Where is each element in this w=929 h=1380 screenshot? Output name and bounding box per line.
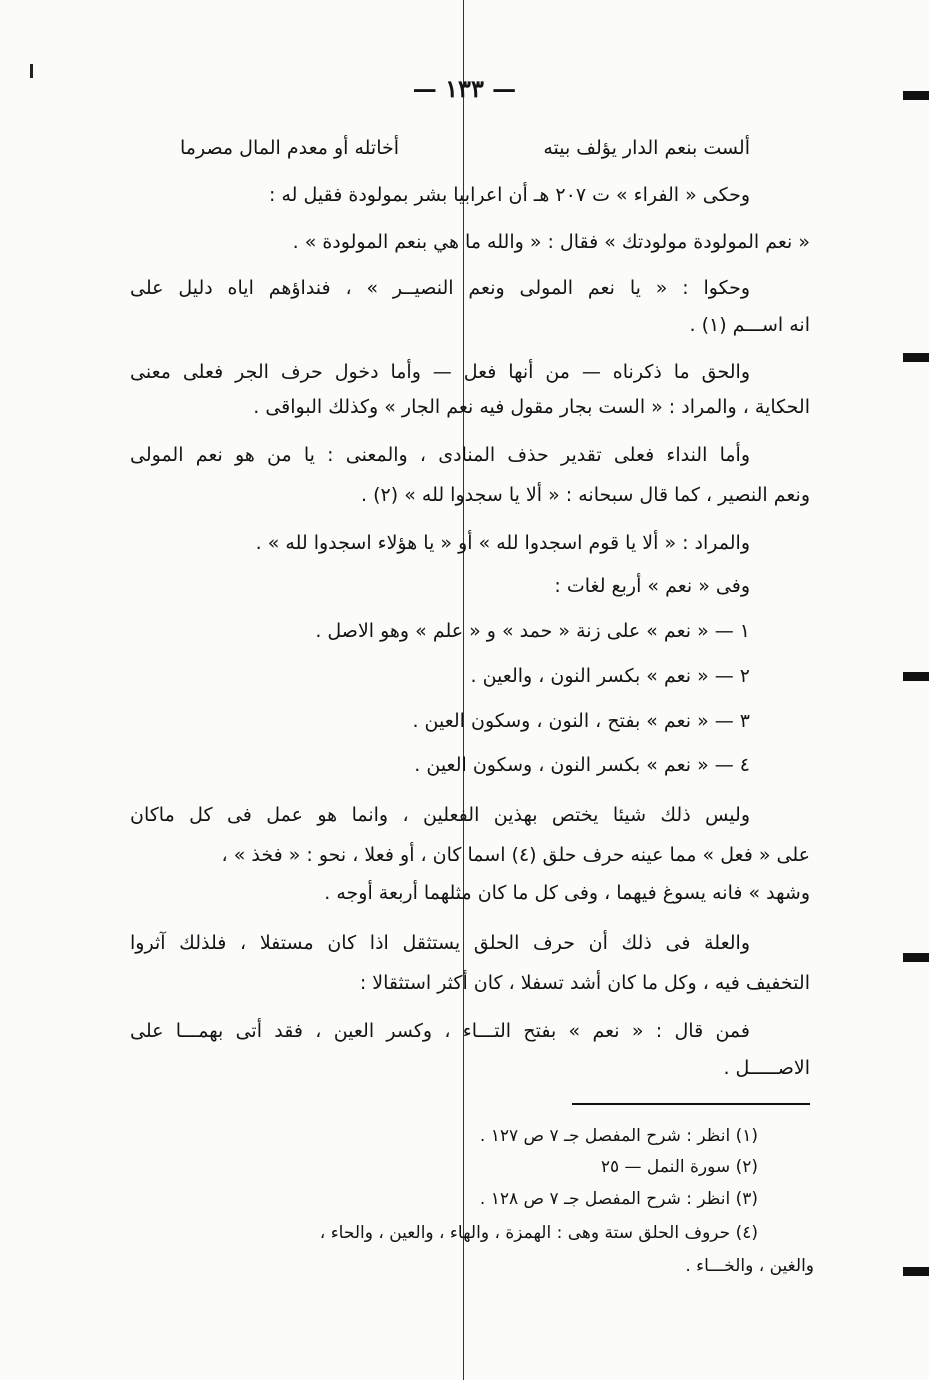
body-line: الحكاية ، والمراد : « الست بجار مقول فيه نعم الجار » وكذلك البواقى . — [253, 396, 810, 418]
verse-second-hemistich: أخاتله أو معدم المال مصرما — [180, 137, 400, 159]
list-item: ٤ — « نعم » بكسر النون ، وسكون العين . — [414, 754, 750, 776]
body-line: والحق ما ذكرناه — من أنها فعل — وأما دخول حرف الجر فعلى معنى — [130, 361, 750, 383]
scan-edge-mark — [903, 1267, 929, 1276]
footnote: (٢) سورة النمل — ٢٥ — [600, 1157, 758, 1177]
body-line: والمراد : « ألا يا قوم اسجدوا لله » أو « يا هؤلاء اسجدوا لله » . — [255, 532, 750, 554]
body-line: والعلة فى ذلك أن حرف الحلق يستثقل اذا كان مستفلا ، فلذلك آثروا — [130, 932, 750, 954]
scan-edge-mark — [903, 353, 929, 362]
body-line: وشهد » فانه يسوغ فيهما ، وفى كل ما كان مثلهما أربعة أوجه . — [324, 882, 810, 904]
page-number: — ١٣٣ — — [412, 74, 517, 103]
body-line: وحكوا : « يا نعم المولى ونعم النصيــر » ، فنداؤهم اياه دليل على — [130, 277, 750, 299]
scan-edge-mark — [903, 672, 929, 681]
body-line: وأما النداء فعلى تقدير حذف المنادى ، والمعنى : يا من هو نعم المولى — [130, 444, 750, 466]
scan-edge-mark — [903, 953, 929, 962]
footnote: (١) انظر : شرح المفصل جـ ٧ ص ١٢٧ . — [479, 1126, 758, 1146]
list-item: ١ — « نعم » على زنة « حمد » و « علم » وهو الاصل . — [315, 620, 750, 642]
verse-first-hemistich: ألست بنعم الدار يؤلف بيته — [543, 137, 750, 159]
body-line: على « فعل » مما عينه حرف حلق (٤) اسما كان ، أو فعلا ، نحو : « فخذ » ، — [221, 844, 810, 866]
verse-line — [180, 133, 750, 163]
body-line: فمن قال : « نعم » بفتح التـــاء ، وكسر العين ، فقد أتى بهمـــا على — [130, 1020, 750, 1042]
list-item: ٣ — « نعم » بفتح ، النون ، وسكون العين . — [412, 710, 750, 732]
body-line: التخفيف فيه ، وكل ما كان أشد تسفلا ، كان أكثر استثقالا : — [359, 972, 810, 994]
footnote: (٣) انظر : شرح المفصل جـ ٧ ص ١٢٨ . — [479, 1189, 758, 1209]
body-line: ونعم النصير ، كما قال سبحانه : « ألا يا سجدوا لله » (٢) . — [361, 484, 810, 506]
list-item: ٢ — « نعم » بكسر النون ، والعين . — [470, 665, 750, 687]
footnote: والغين ، والخـــاء . — [685, 1256, 814, 1276]
body-line: وفى « نعم » أربع لغات : — [554, 575, 750, 597]
footnote: (٤) حروف الحلق ستة وهى : الهمزة ، والهاء ، والعين ، والحاء ، — [319, 1223, 758, 1243]
body-line: وليس ذلك شيئا يختص بهذين الفعلين ، وانما هو عمل فى كل ماكان — [130, 804, 750, 826]
body-line: الاصـــــل . — [723, 1057, 810, 1079]
body-line: « نعم المولودة مولودتك » فقال : « والله ما هي بنعم المولودة » . — [292, 231, 810, 253]
body-line: وحكى « الفراء » ت ٢٠٧ هـ أن اعرابيا بشر بمولودة فقيل له : — [269, 184, 750, 206]
footnote-separator — [572, 1103, 810, 1105]
body-line: انه اســـم (١) . — [689, 314, 810, 336]
